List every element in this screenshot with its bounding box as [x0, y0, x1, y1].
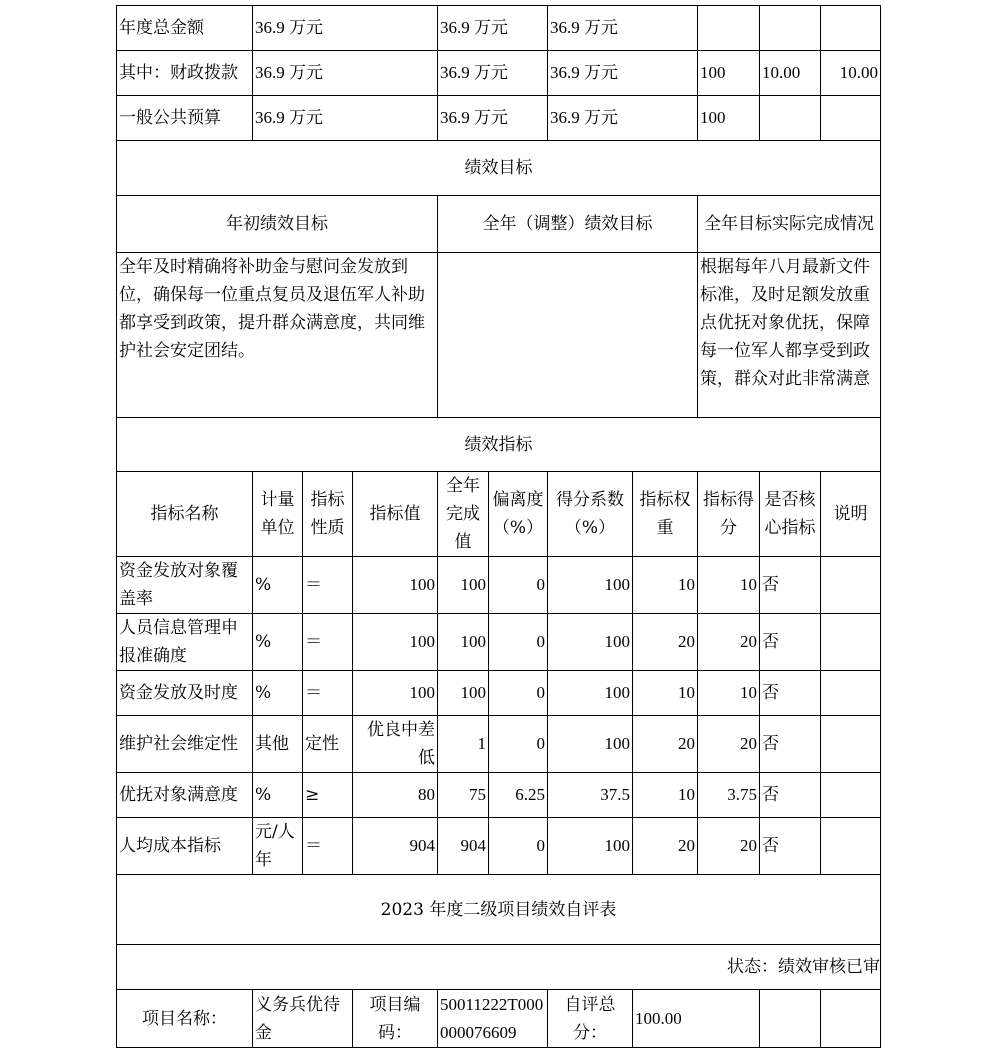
- funding-row: [117, 96, 881, 141]
- column-header: 偏离度（%）: [489, 472, 548, 557]
- goals-section-title: 绩效目标: [117, 141, 881, 196]
- indicator-note: [821, 557, 881, 614]
- indicator-unit: 其他: [253, 716, 303, 773]
- funding-value: 36.9 万元: [253, 96, 438, 141]
- indicator-value: 80: [353, 773, 438, 818]
- column-header: 指标名称: [117, 472, 253, 557]
- indicator-value: 904: [353, 818, 438, 875]
- funding-label: 一般公共预算: [117, 96, 253, 141]
- funding-row: [117, 6, 881, 51]
- indicator-score: 20: [698, 818, 760, 875]
- indicator-coefficient: 37.5: [548, 773, 633, 818]
- table-row: [117, 818, 881, 875]
- column-header: 计量单位: [253, 472, 303, 557]
- indicator-score: 3.75: [698, 773, 760, 818]
- funding-row: [117, 51, 881, 96]
- indicator-name: 优抚对象满意度: [117, 773, 253, 818]
- indicator-deviation: 0: [489, 614, 548, 671]
- indicator-core: 否: [760, 773, 821, 818]
- indicator-nature: ≥: [303, 773, 353, 818]
- indicator-note: [821, 671, 881, 716]
- indicator-nature: ＝: [303, 818, 353, 875]
- indicator-name: 人均成本指标: [117, 818, 253, 875]
- indicator-done: 904: [438, 818, 489, 875]
- indicator-name: 资金发放及时度: [117, 671, 253, 716]
- funding-value: 36.9 万元: [438, 6, 548, 51]
- indicator-coefficient: 100: [548, 614, 633, 671]
- indicator-name: 资金发放对象覆盖率: [117, 557, 253, 614]
- funding-label: 其中：财政拨款: [117, 51, 253, 96]
- table-row: [117, 557, 881, 614]
- column-header: 指标值: [353, 472, 438, 557]
- indicator-deviation: 0: [489, 671, 548, 716]
- column-header: 指标性质: [303, 472, 353, 557]
- indicator-done: 100: [438, 614, 489, 671]
- actual-goal-text: 根据每年八月最新文件标准，及时足额发放重点优抚对象优抚，保障每一位军人都享受到政策，群众对此非常满意: [698, 253, 881, 418]
- adjusted-goal-header: 全年（调整）绩效目标: [438, 196, 698, 253]
- column-header: 指标权重: [633, 472, 698, 557]
- funding-value: 10.00: [760, 51, 821, 96]
- indicator-deviation: 0: [489, 716, 548, 773]
- project-code-label: 项目编码：: [353, 990, 438, 1048]
- indicator-unit: %: [253, 614, 303, 671]
- indicator-unit: 元/人年: [253, 818, 303, 875]
- status-text: 状态：绩效审核已审: [117, 945, 881, 990]
- project-info-row: [117, 990, 881, 1048]
- indicator-core: 否: [760, 671, 821, 716]
- indicator-coefficient: 100: [548, 716, 633, 773]
- indicator-value: 优良中差低: [353, 716, 438, 773]
- column-header: 全年完成值: [438, 472, 489, 557]
- funding-value: [760, 6, 821, 51]
- project-name-label: 项目名称：: [117, 990, 253, 1048]
- indicator-coefficient: 100: [548, 818, 633, 875]
- indicator-name: 人员信息管理申报准确度: [117, 614, 253, 671]
- funding-value: [821, 6, 881, 51]
- indicator-weight: 10: [633, 773, 698, 818]
- indicator-weight: 10: [633, 671, 698, 716]
- indicator-nature: ＝: [303, 557, 353, 614]
- table-row: [117, 671, 881, 716]
- indicator-core: 否: [760, 716, 821, 773]
- indicator-value: 100: [353, 671, 438, 716]
- initial-goal-header: 年初绩效目标: [117, 196, 438, 253]
- indicator-done: 75: [438, 773, 489, 818]
- funding-value: 36.9 万元: [253, 6, 438, 51]
- indicator-coefficient: 100: [548, 557, 633, 614]
- actual-goal-header: 全年目标实际完成情况: [698, 196, 881, 253]
- indicator-done: 100: [438, 557, 489, 614]
- empty-cell: [821, 990, 881, 1048]
- indicator-done: 100: [438, 671, 489, 716]
- indicator-note: [821, 614, 881, 671]
- column-header: 指标得分: [698, 472, 760, 557]
- indicator-unit: %: [253, 773, 303, 818]
- indicator-deviation: 0: [489, 818, 548, 875]
- indicator-nature: ＝: [303, 671, 353, 716]
- project-code-value: 50011222T000000076609: [438, 990, 548, 1048]
- indicator-score: 10: [698, 557, 760, 614]
- indicator-unit: %: [253, 557, 303, 614]
- indicator-note: [821, 773, 881, 818]
- indicator-score: 20: [698, 716, 760, 773]
- indicator-note: [821, 818, 881, 875]
- indicator-unit: %: [253, 671, 303, 716]
- funding-value: 36.9 万元: [548, 6, 698, 51]
- funding-value: 36.9 万元: [438, 51, 548, 96]
- indicator-coefficient: 100: [548, 671, 633, 716]
- funding-value: 100: [698, 96, 760, 141]
- column-header: 说明: [821, 472, 881, 557]
- next-table-title: 2023 年度二级项目绩效自评表: [117, 875, 881, 945]
- table-row: [117, 716, 881, 773]
- performance-table: [116, 5, 881, 1048]
- funding-value: 36.9 万元: [548, 96, 698, 141]
- indicator-core: 否: [760, 614, 821, 671]
- indicator-done: 1: [438, 716, 489, 773]
- indicators-header-row: [117, 472, 881, 557]
- funding-value: [760, 96, 821, 141]
- column-header: 得分系数（%）: [548, 472, 633, 557]
- funding-value: 36.9 万元: [548, 51, 698, 96]
- indicator-deviation: 0: [489, 557, 548, 614]
- funding-value: [821, 96, 881, 141]
- table-row: [117, 773, 881, 818]
- indicator-value: 100: [353, 557, 438, 614]
- indicator-note: [821, 716, 881, 773]
- funding-value: 36.9 万元: [253, 51, 438, 96]
- self-score-value: 100.00: [633, 990, 760, 1048]
- indicator-score: 10: [698, 671, 760, 716]
- table-row: [117, 614, 881, 671]
- indicator-weight: 20: [633, 716, 698, 773]
- indicator-score: 20: [698, 614, 760, 671]
- funding-value: 36.9 万元: [438, 96, 548, 141]
- indicator-value: 100: [353, 614, 438, 671]
- funding-value: [698, 6, 760, 51]
- indicator-nature: 定性: [303, 716, 353, 773]
- indicator-nature: ＝: [303, 614, 353, 671]
- indicator-name: 维护社会维定性: [117, 716, 253, 773]
- indicator-weight: 20: [633, 614, 698, 671]
- indicators-section-title: 绩效指标: [117, 418, 881, 472]
- indicator-core: 否: [760, 557, 821, 614]
- adjusted-goal-text: [438, 253, 698, 418]
- funding-value: 100: [698, 51, 760, 96]
- self-score-label: 自评总分：: [548, 990, 633, 1048]
- initial-goal-text: 全年及时精确将补助金与慰问金发放到位，确保每一位重点复员及退伍军人补助都享受到政策，提升群众满意度，共同维护社会安定团结。: [117, 253, 438, 418]
- project-name-value: 义务兵优待金: [253, 990, 353, 1048]
- indicator-weight: 20: [633, 818, 698, 875]
- indicator-core: 否: [760, 818, 821, 875]
- indicator-deviation: 6.25: [489, 773, 548, 818]
- empty-cell: [760, 990, 821, 1048]
- funding-label: 年度总金额: [117, 6, 253, 51]
- column-header: 是否核心指标: [760, 472, 821, 557]
- indicator-weight: 10: [633, 557, 698, 614]
- funding-value: 10.00: [821, 51, 881, 96]
